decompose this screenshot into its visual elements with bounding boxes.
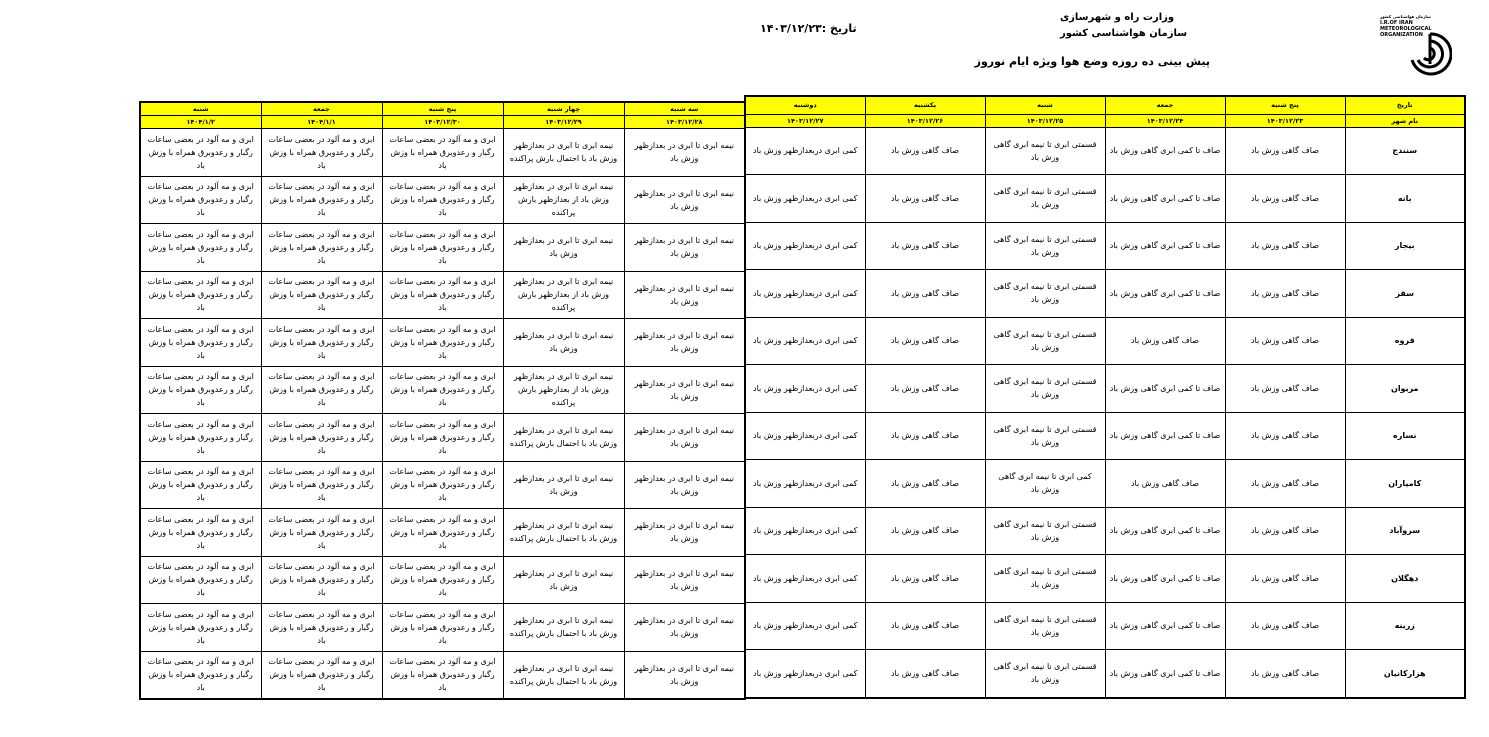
forecast-cell: قسمتی ابری تا نیمه ابری گاهی وزش باد xyxy=(985,175,1105,223)
forecast-cell: کمی ابری دربعدازظهر وزش باد xyxy=(745,317,865,365)
table-row xyxy=(140,651,745,699)
forecast-cell: صاف گاهی وزش باد xyxy=(865,175,985,223)
forecast-cell: نیمه ابری تا ابری در بعدازظهر وزش باد با احتمال بارش پراکنده xyxy=(503,129,624,177)
forecast-cell: نیمه ابری تا ابری در بعدازظهر وزش باد xyxy=(624,129,745,177)
forecast-cell: قسمتی ابری تا نیمه ابری گاهی وزش باد xyxy=(985,270,1105,318)
date-header: ۱۴۰۳/۱۲/۲۵ xyxy=(985,114,1105,127)
forecast-cell: ابری و مه آلود در بعضی ساعات رگبار و رعدوبرق همراه با وزش باد xyxy=(261,556,382,604)
forecast-cell: کمی ابری دربعدازظهر وزش باد xyxy=(745,650,865,698)
day-header: جمعه xyxy=(1105,96,1225,114)
forecast-cell: ابری و مه آلود در بعضی ساعات رگبار و رعدوبرق همراه با وزش باد xyxy=(261,271,382,319)
table-row xyxy=(140,319,745,367)
forecast-cell: صاف گاهی وزش باد xyxy=(865,602,985,650)
forecast-cell: ابری و مه آلود در بعضی ساعات رگبار و رعدوبرق همراه با وزش باد xyxy=(140,651,261,699)
forecast-cell: ابری و مه آلود در بعضی ساعات رگبار و رعدوبرق همراه با وزش باد xyxy=(140,366,261,414)
forecast-cell: نیمه ابری تا ابری در بعدازظهر وزش باد xyxy=(624,271,745,319)
forecast-cell: صاف گاهی وزش باد xyxy=(865,127,985,175)
date-header-row xyxy=(745,114,1465,127)
ministry-name: وزارت راه و شهرسازی xyxy=(1060,12,1175,23)
forecast-cell: کمی ابری تا نیمه ابری گاهی وزش باد xyxy=(985,460,1105,508)
table-row xyxy=(140,604,745,652)
forecast-cell: ابری و مه آلود در بعضی ساعات رگبار و رعدوبرق همراه با وزش باد xyxy=(140,319,261,367)
city-name: بانه xyxy=(1345,175,1465,223)
table-row xyxy=(140,414,745,462)
forecast-cell: نیمه ابری تا ابری در بعدازظهر وزش باد xyxy=(624,651,745,699)
forecast-cell: نیمه ابری تا ابری در بعدازظهر وزش باد xyxy=(503,461,624,509)
table-row xyxy=(745,412,1465,460)
forecast-cell: کمی ابری دربعدازظهر وزش باد xyxy=(745,602,865,650)
forecast-cell: کمی ابری دربعدازظهر وزش باد xyxy=(745,127,865,175)
city-name: سقز xyxy=(1345,270,1465,318)
forecast-cell: کمی ابری دربعدازظهر وزش باد xyxy=(745,222,865,270)
forecast-cell: صاف تا کمی ابری گاهی وزش باد xyxy=(1105,222,1225,270)
city-name: زرینه xyxy=(1345,602,1465,650)
date-header: ۱۴۰۳/۱۲/۲۷ xyxy=(745,114,865,127)
city-name: دهگلان xyxy=(1345,555,1465,603)
forecast-cell: نیمه ابری تا ابری در بعدازظهر وزش باد xyxy=(624,509,745,557)
forecast-cell: صاف گاهی وزش باد xyxy=(1225,507,1345,555)
forecast-cell: صاف گاهی وزش باد xyxy=(1225,175,1345,223)
table-row xyxy=(745,602,1465,650)
forecast-cell: نیمه ابری تا ابری در بعدازظهر وزش باد xyxy=(624,366,745,414)
city-name: مریوان xyxy=(1345,365,1465,413)
forecast-cell: صاف تا کمی ابری گاهی وزش باد xyxy=(1105,127,1225,175)
table-row xyxy=(140,509,745,557)
city-name: قروه xyxy=(1345,317,1465,365)
forecast-cell: ابری و مه آلود در بعضی ساعات رگبار و رعدوبرق همراه با وزش باد xyxy=(140,271,261,319)
city-name: بیجار xyxy=(1345,222,1465,270)
forecast-cell: قسمتی ابری تا نیمه ابری گاهی وزش باد xyxy=(985,365,1105,413)
logo-emblem-icon xyxy=(1408,30,1452,82)
table-row xyxy=(745,650,1465,698)
forecast-cell: ابری و مه آلود در بعضی ساعات رگبار و رعدوبرق همراه با وزش باد xyxy=(382,509,503,557)
forecast-cell: قسمتی ابری تا نیمه ابری گاهی وزش باد xyxy=(985,222,1105,270)
forecast-cell: صاف گاهی وزش باد xyxy=(865,412,985,460)
forecast-cell: ابری و مه آلود در بعضی ساعات رگبار و رعدوبرق همراه با وزش باد xyxy=(382,651,503,699)
document-title: پیش بینی ده روزه وضع هوا ویژه ایام نوروز xyxy=(974,55,1210,68)
date-header: ۱۴۰۳/۱۲/۲۳ xyxy=(1225,114,1345,127)
logo-caption: سازمان هواشناسی کشور I.R.OF IRAN METEOROLOGICAL ORGANIZATION xyxy=(1380,14,1432,38)
issue-date: تاریخ :۱۴۰۳/۱۲/۲۳ xyxy=(760,22,857,35)
forecast-cell: نیمه ابری تا ابری در بعدازظهر وزش باد xyxy=(624,556,745,604)
forecast-cell: ابری و مه آلود در بعضی ساعات رگبار و رعدوبرق همراه با وزش باد xyxy=(261,319,382,367)
meteorological-organization-logo xyxy=(1380,14,1455,84)
forecast-cell: ابری و مه آلود در بعضی ساعات رگبار و رعدوبرق همراه با وزش باد xyxy=(140,129,261,177)
table-row xyxy=(745,317,1465,365)
forecast-cell: نیمه ابری تا ابری در بعدازظهر وزش باد xyxy=(624,414,745,462)
forecast-cell: نیمه ابری تا ابری در بعدازظهر وزش باد xyxy=(503,556,624,604)
forecast-cell: نیمه ابری تا ابری در بعدازظهر وزش باد xyxy=(624,604,745,652)
table-row xyxy=(140,366,745,414)
organization-name: سازمان هواشناسی کشور xyxy=(1060,28,1188,39)
forecast-cell: ابری و مه آلود در بعضی ساعات رگبار و رعدوبرق همراه با وزش باد xyxy=(140,509,261,557)
date-header: ۱۴۰۳/۱۲/۲۴ xyxy=(1105,114,1225,127)
forecast-cell: صاف گاهی وزش باد xyxy=(1225,127,1345,175)
day-header: پنج شنبه xyxy=(382,102,503,116)
forecast-cell: ابری و مه آلود در بعضی ساعات رگبار و رعدوبرق همراه با وزش باد xyxy=(140,414,261,462)
forecast-cell: ابری و مه آلود در بعضی ساعات رگبار و رعدوبرق همراه با وزش باد xyxy=(382,319,503,367)
forecast-cell: صاف گاهی وزش باد xyxy=(1225,602,1345,650)
day-header: یکشنبه xyxy=(865,96,985,114)
forecast-cell: صاف گاهی وزش باد xyxy=(865,222,985,270)
forecast-cell: صاف گاهی وزش باد xyxy=(1105,317,1225,365)
forecast-cell: ابری و مه آلود در بعضی ساعات رگبار و رعدوبرق همراه با وزش باد xyxy=(140,604,261,652)
forecast-cell: صاف تا کمی ابری گاهی وزش باد xyxy=(1105,650,1225,698)
forecast-cell: صاف گاهی وزش باد xyxy=(1105,460,1225,508)
table-row xyxy=(745,555,1465,603)
forecast-cell: ابری و مه آلود در بعضی ساعات رگبار و رعدوبرق همراه با وزش باد xyxy=(261,414,382,462)
table-row xyxy=(745,222,1465,270)
day-header: چهار شنبه xyxy=(503,102,624,116)
forecast-cell: ابری و مه آلود در بعضی ساعات رگبار و رعدوبرق همراه با وزش باد xyxy=(382,414,503,462)
forecast-cell: ابری و مه آلود در بعضی ساعات رگبار و رعدوبرق همراه با وزش باد xyxy=(261,176,382,224)
forecast-cell: صاف تا کمی ابری گاهی وزش باد xyxy=(1105,270,1225,318)
forecast-cell: کمی ابری دربعدازظهر وزش باد xyxy=(745,412,865,460)
table-row xyxy=(745,127,1465,175)
city-name: سروآباد xyxy=(1345,507,1465,555)
table-row xyxy=(745,270,1465,318)
forecast-cell: کمی ابری دربعدازظهر وزش باد xyxy=(745,555,865,603)
table-row xyxy=(745,507,1465,555)
forecast-cell: صاف تا کمی ابری گاهی وزش باد xyxy=(1105,602,1225,650)
forecast-cell: ابری و مه آلود در بعضی ساعات رگبار و رعدوبرق همراه با وزش باد xyxy=(261,461,382,509)
table-row xyxy=(745,460,1465,508)
table-row xyxy=(745,175,1465,223)
forecast-cell: کمی ابری دربعدازظهر وزش باد xyxy=(745,460,865,508)
forecast-cell: صاف گاهی وزش باد xyxy=(865,650,985,698)
forecast-cell: کمی ابری دربعدازظهر وزش باد xyxy=(745,507,865,555)
forecast-cell: ابری و مه آلود در بعضی ساعات رگبار و رعدوبرق همراه با وزش باد xyxy=(382,224,503,272)
forecast-table-first-days xyxy=(744,95,1466,699)
forecast-cell: قسمتی ابری تا نیمه ابری گاهی وزش باد xyxy=(985,650,1105,698)
forecast-cell: ابری و مه آلود در بعضی ساعات رگبار و رعدوبرق همراه با وزش باد xyxy=(140,461,261,509)
forecast-cell: ابری و مه آلود در بعضی ساعات رگبار و رعدوبرق همراه با وزش باد xyxy=(382,176,503,224)
city-name: هزارکانیان xyxy=(1345,650,1465,698)
day-header: سه شنبه xyxy=(624,102,745,116)
forecast-cell: قسمتی ابری تا نیمه ابری گاهی وزش باد xyxy=(985,555,1105,603)
table-row xyxy=(140,271,745,319)
date-header-row xyxy=(140,116,745,129)
date-header: ۱۴۰۳/۱۲/۳۰ xyxy=(382,116,503,129)
date-header: ۱۴۰۳/۱۲/۲۶ xyxy=(865,114,985,127)
forecast-cell: صاف گاهی وزش باد xyxy=(1225,365,1345,413)
date-column-label: تاریخ xyxy=(1345,96,1465,114)
forecast-cell: نیمه ابری تا ابری در بعدازظهر وزش باد با احتمال بارش پراکنده xyxy=(503,509,624,557)
day-header: شنبه xyxy=(140,102,261,116)
forecast-cell: قسمتی ابری تا نیمه ابری گاهی وزش باد xyxy=(985,127,1105,175)
city-name: سنندج xyxy=(1345,127,1465,175)
forecast-cell: نیمه ابری تا ابری در بعدازظهر وزش باد xyxy=(503,224,624,272)
forecast-cell: نیمه ابری تا ابری در بعدازظهر وزش باد xyxy=(503,319,624,367)
forecast-cell: ابری و مه آلود در بعضی ساعات رگبار و رعدوبرق همراه با وزش باد xyxy=(261,604,382,652)
forecast-cell: ابری و مه آلود در بعضی ساعات رگبار و رعدوبرق همراه با وزش باد xyxy=(382,556,503,604)
forecast-cell: ابری و مه آلود در بعضی ساعات رگبار و رعدوبرق همراه با وزش باد xyxy=(261,224,382,272)
forecast-cell: قسمتی ابری تا نیمه ابری گاهی وزش باد xyxy=(985,507,1105,555)
forecast-cell: صاف گاهی وزش باد xyxy=(1225,222,1345,270)
forecast-cell: ابری و مه آلود در بعضی ساعات رگبار و رعدوبرق همراه با وزش باد xyxy=(261,366,382,414)
forecast-cell: ابری و مه آلود در بعضی ساعات رگبار و رعدوبرق همراه با وزش باد xyxy=(140,176,261,224)
table-row xyxy=(140,461,745,509)
forecast-cell: کمی ابری دربعدازظهر وزش باد xyxy=(745,175,865,223)
forecast-cell: نیمه ابری تا ابری در بعدازظهر وزش باد xyxy=(624,176,745,224)
forecast-cell: صاف تا کمی ابری گاهی وزش باد xyxy=(1105,412,1225,460)
forecast-cell: نیمه ابری تا ابری در بعدازظهر وزش باد xyxy=(624,461,745,509)
forecast-cell: ابری و مه آلود در بعضی ساعات رگبار و رعدوبرق همراه با وزش باد xyxy=(261,509,382,557)
table-row xyxy=(140,176,745,224)
forecast-cell: ابری و مه آلود در بعضی ساعات رگبار و رعدوبرق همراه با وزش باد xyxy=(382,129,503,177)
forecast-cell: کمی ابری دربعدازظهر وزش باد xyxy=(745,270,865,318)
date-header: ۱۴۰۴/۱/۲ xyxy=(140,116,261,129)
forecast-cell: صاف تا کمی ابری گاهی وزش باد xyxy=(1105,365,1225,413)
forecast-cell: صاف گاهی وزش باد xyxy=(1225,270,1345,318)
forecast-cell: نیمه ابری تا ابری در بعدازظهر وزش باد با احتمال بارش پراکنده xyxy=(503,414,624,462)
forecast-cell: قسمتی ابری تا نیمه ابری گاهی وزش باد xyxy=(985,317,1105,365)
forecast-cell: کمی ابری دربعدازظهر وزش باد xyxy=(745,365,865,413)
forecast-cell: نیمه ابری تا ابری در بعدازظهر وزش باد xyxy=(624,319,745,367)
forecast-cell: نیمه ابری تا ابری در بعدازظهر وزش باد با احتمال بارش پراکنده xyxy=(503,651,624,699)
forecast-cell: صاف گاهی وزش باد xyxy=(1225,317,1345,365)
forecast-cell: صاف گاهی وزش باد xyxy=(1225,412,1345,460)
forecast-cell: صاف گاهی وزش باد xyxy=(1225,650,1345,698)
forecast-cell: نیمه ابری تا ابری در بعدازظهر وزش باد از بعدازظهر بارش پراکنده xyxy=(503,176,624,224)
forecast-cell: صاف گاهی وزش باد xyxy=(865,365,985,413)
forecast-cell: ابری و مه آلود در بعضی ساعات رگبار و رعدوبرق همراه با وزش باد xyxy=(382,366,503,414)
date-header: ۱۴۰۴/۱/۱ xyxy=(261,116,382,129)
forecast-cell: صاف گاهی وزش باد xyxy=(1225,555,1345,603)
forecast-table-later-days xyxy=(139,101,746,700)
forecast-cell: صاف گاهی وزش باد xyxy=(865,317,985,365)
forecast-cell: نیمه ابری تا ابری در بعدازظهر وزش باد xyxy=(624,224,745,272)
forecast-cell: نیمه ابری تا ابری در بعدازظهر وزش باد از بعدازظهر بارش پراکنده xyxy=(503,366,624,414)
date-header: ۱۴۰۳/۱۲/۲۸ xyxy=(624,116,745,129)
forecast-cell: ابری و مه آلود در بعضی ساعات رگبار و رعدوبرق همراه با وزش باد xyxy=(140,224,261,272)
day-header: جمعه xyxy=(261,102,382,116)
forecast-cell: ابری و مه آلود در بعضی ساعات رگبار و رعدوبرق همراه با وزش باد xyxy=(261,651,382,699)
date-header: ۱۴۰۳/۱۲/۲۹ xyxy=(503,116,624,129)
day-header: دوشنبه xyxy=(745,96,865,114)
forecast-cell: ابری و مه آلود در بعضی ساعات رگبار و رعدوبرق همراه با وزش باد xyxy=(382,461,503,509)
day-header-row xyxy=(745,96,1465,114)
city-name: کامیاران xyxy=(1345,460,1465,508)
forecast-cell: ابری و مه آلود در بعضی ساعات رگبار و رعدوبرق همراه با وزش باد xyxy=(382,271,503,319)
table-row xyxy=(140,129,745,177)
day-header: شنبه xyxy=(985,96,1105,114)
forecast-cell: ابری و مه آلود در بعضی ساعات رگبار و رعدوبرق همراه با وزش باد xyxy=(382,604,503,652)
forecast-cell: صاف گاهی وزش باد xyxy=(865,460,985,508)
city-name: نساره xyxy=(1345,412,1465,460)
forecast-cell: صاف گاهی وزش باد xyxy=(865,555,985,603)
day-header-row xyxy=(140,102,745,116)
table-row xyxy=(745,365,1465,413)
forecast-cell: ابری و مه آلود در بعضی ساعات رگبار و رعدوبرق همراه با وزش باد xyxy=(261,129,382,177)
day-header: پنج شنبه xyxy=(1225,96,1345,114)
forecast-cell: نیمه ابری تا ابری در بعدازظهر وزش باد با احتمال بارش پراکنده xyxy=(503,604,624,652)
forecast-cell: قسمتی ابری تا نیمه ابری گاهی وزش باد xyxy=(985,412,1105,460)
table-row xyxy=(140,556,745,604)
forecast-cell: صاف گاهی وزش باد xyxy=(865,507,985,555)
forecast-cell: صاف تا کمی ابری گاهی وزش باد xyxy=(1105,507,1225,555)
forecast-cell: صاف تا کمی ابری گاهی وزش باد xyxy=(1105,175,1225,223)
forecast-cell: صاف گاهی وزش باد xyxy=(865,270,985,318)
forecast-cell: صاف گاهی وزش باد xyxy=(1225,460,1345,508)
forecast-cell: نیمه ابری تا ابری در بعدازظهر وزش باد از بعدازظهر بارش پراکنده xyxy=(503,271,624,319)
city-column-label: نام شهر xyxy=(1345,114,1465,127)
table-row xyxy=(140,224,745,272)
forecast-cell: صاف تا کمی ابری گاهی وزش باد xyxy=(1105,555,1225,603)
forecast-cell: ابری و مه آلود در بعضی ساعات رگبار و رعدوبرق همراه با وزش باد xyxy=(140,556,261,604)
forecast-cell: قسمتی ابری تا نیمه ابری گاهی وزش باد xyxy=(985,602,1105,650)
